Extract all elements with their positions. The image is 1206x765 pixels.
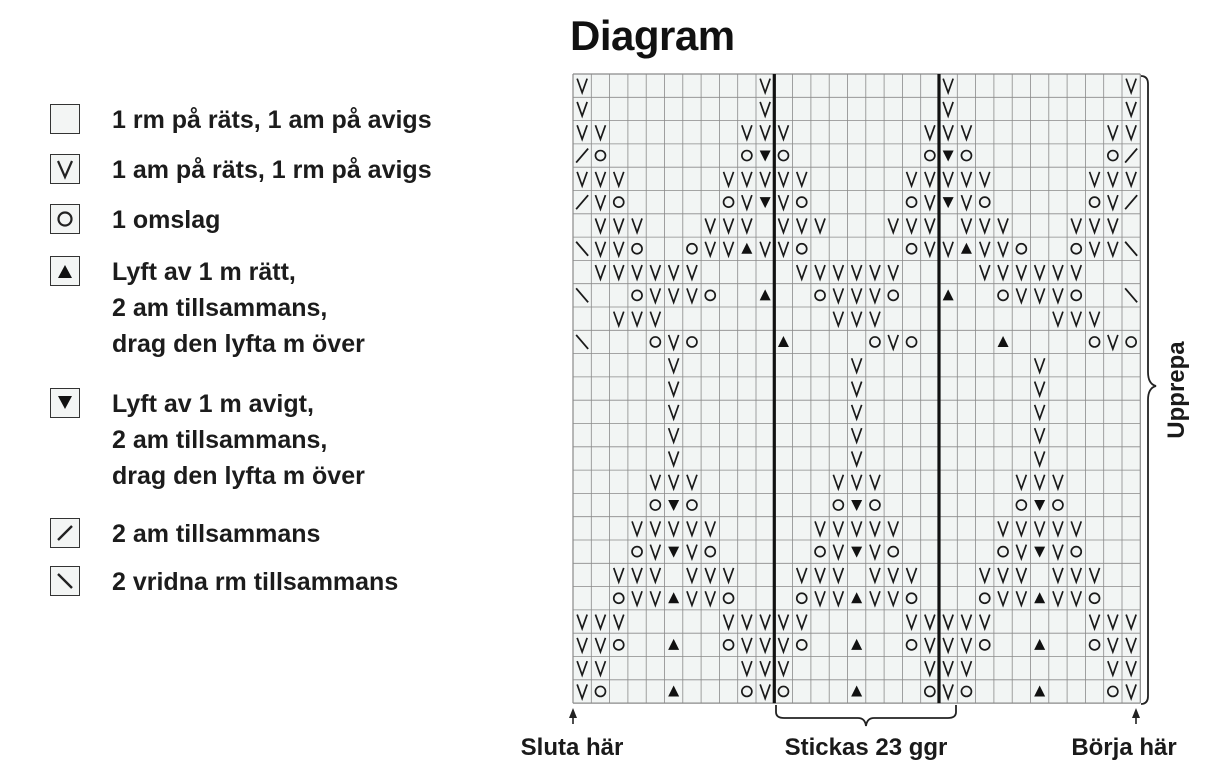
end-label: Sluta här bbox=[520, 734, 624, 761]
legend-line: Lyft av 1 m rätt, bbox=[112, 258, 296, 286]
legend-line: 2 am tillsammans, bbox=[112, 294, 328, 322]
start-label: Börja här bbox=[1071, 734, 1177, 761]
repeat-rows-label: Upprepa bbox=[1163, 341, 1190, 439]
legend-line: drag den lyfta m över bbox=[112, 330, 365, 358]
legend-line: 2 vridna rm tillsammans bbox=[112, 568, 399, 596]
legend-line: drag den lyfta m över bbox=[112, 462, 365, 490]
legend-line: 2 am tillsammans, bbox=[112, 426, 328, 454]
page-title: Diagram bbox=[570, 12, 735, 59]
legend-line: 2 am tillsammans bbox=[112, 520, 321, 548]
chart-background bbox=[573, 74, 1140, 703]
legend-line: 1 rm på räts, 1 am på avigs bbox=[112, 106, 432, 134]
repeat-width-bracket bbox=[776, 705, 956, 726]
chart-cells bbox=[573, 74, 1140, 703]
repeat-width-label: Stickas 23 ggr bbox=[784, 734, 948, 761]
legend-line: 1 am på räts, 1 rm på avigs bbox=[112, 156, 432, 184]
repeat-rows-bracket bbox=[1141, 76, 1156, 704]
legend-line: Lyft av 1 m avigt, bbox=[112, 390, 314, 418]
legend-line: 1 omslag bbox=[112, 206, 221, 234]
